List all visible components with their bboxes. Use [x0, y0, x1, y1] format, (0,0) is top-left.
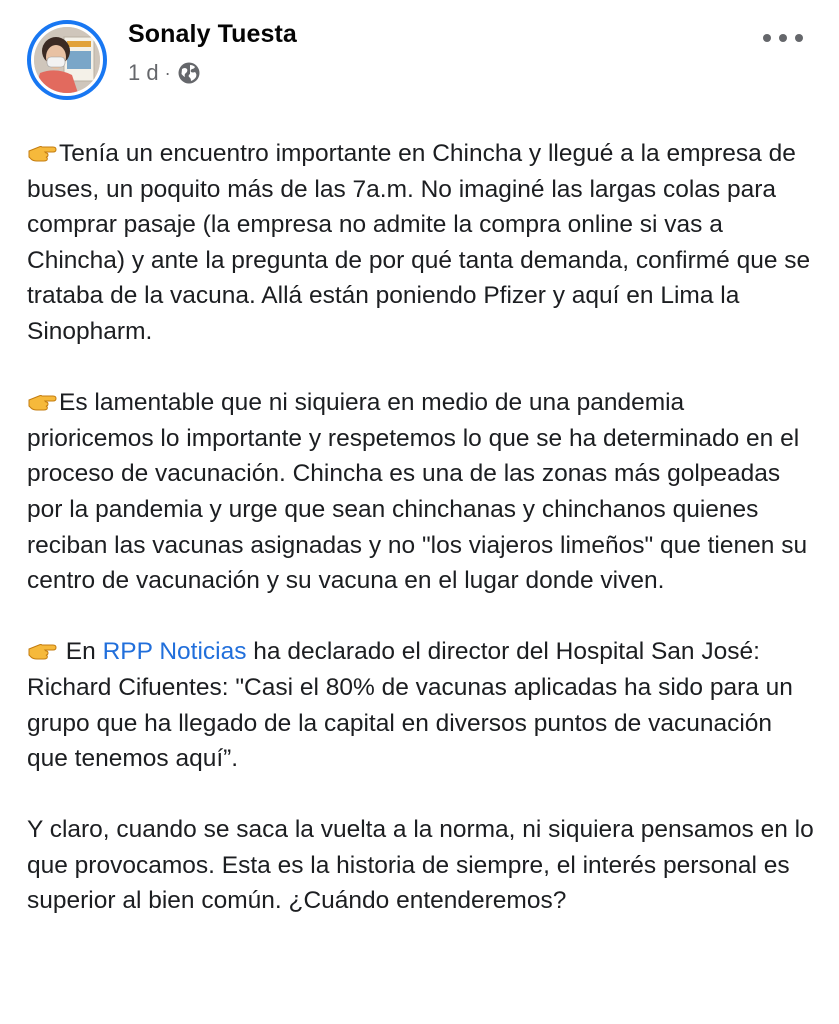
- pointing-hand-icon: [27, 141, 57, 163]
- paragraph-1-text: Tenía un encuentro importante en Chincha y llegué a la empresa de buses, un poquito más de las 7a.m. No imaginé las largas colas para comprar pasaje (la empresa no admite la compra online si vas a Chincha) y ante la pregunta de por qué tanta demanda, confirmé que se trataba de la vacuna. Allá están poniendo Pfizer y aquí en Lima la Sinopharm.: [27, 140, 811, 345]
- paragraph-2-text: Es lamentable que ni siquiera en medio de una pandemia prioricemos lo importante y respetemos lo que se ha determinado en el proceso de vacunación. Chincha es una de las zonas más golpeadas por la pandemia y urge que sean chinchanas y chinchanos quienes reciban las vacunas asignadas y no "los viajeros limeños" que tienen su centro de vacunación y su vacuna en el lugar donde viven.: [27, 389, 808, 595]
- globe-icon[interactable]: [177, 61, 201, 85]
- more-dot: [763, 34, 771, 42]
- rpp-noticias-link[interactable]: RPP Noticias: [102, 638, 247, 666]
- paragraph-4-text: Y claro, cuando se saca la vuelta a la norma, ni siquiera pensamos en lo que provocamos. Esta es la historia de siempre, el interés personal es superior al bien común. ¿Cuándo entenderemos?: [27, 816, 814, 915]
- avatar[interactable]: [27, 20, 107, 100]
- avatar-image: [34, 27, 100, 93]
- paragraph-3-text: ha declarado el director del Hospital San José: Richard Cifuentes: "Casi el 80% de vacunas aplicadas ha sido para un grupo que ha llegado de la capital en diversos puntos de vacunación que tenemos aquí”.: [27, 638, 793, 773]
- more-dot: [795, 34, 803, 42]
- post-body: [27, 136, 817, 919]
- paragraph-3: [27, 634, 817, 776]
- author-name[interactable]: Sonaly Tuesta: [128, 20, 297, 48]
- pointing-hand-icon: [27, 390, 57, 412]
- post-time[interactable]: 1 d: [128, 60, 159, 85]
- meta-separator: ·: [164, 62, 171, 83]
- more-dot: [779, 34, 787, 42]
- paragraph-2: [27, 385, 817, 599]
- more-options-button[interactable]: [763, 28, 803, 48]
- paragraph-4: [27, 812, 817, 919]
- paragraph-1: [27, 136, 817, 350]
- avatar-photo: [34, 27, 100, 93]
- post-meta: [128, 60, 201, 86]
- paragraph-3-lead: En: [59, 638, 103, 666]
- post-header: [0, 0, 839, 110]
- pointing-hand-icon: [27, 639, 57, 661]
